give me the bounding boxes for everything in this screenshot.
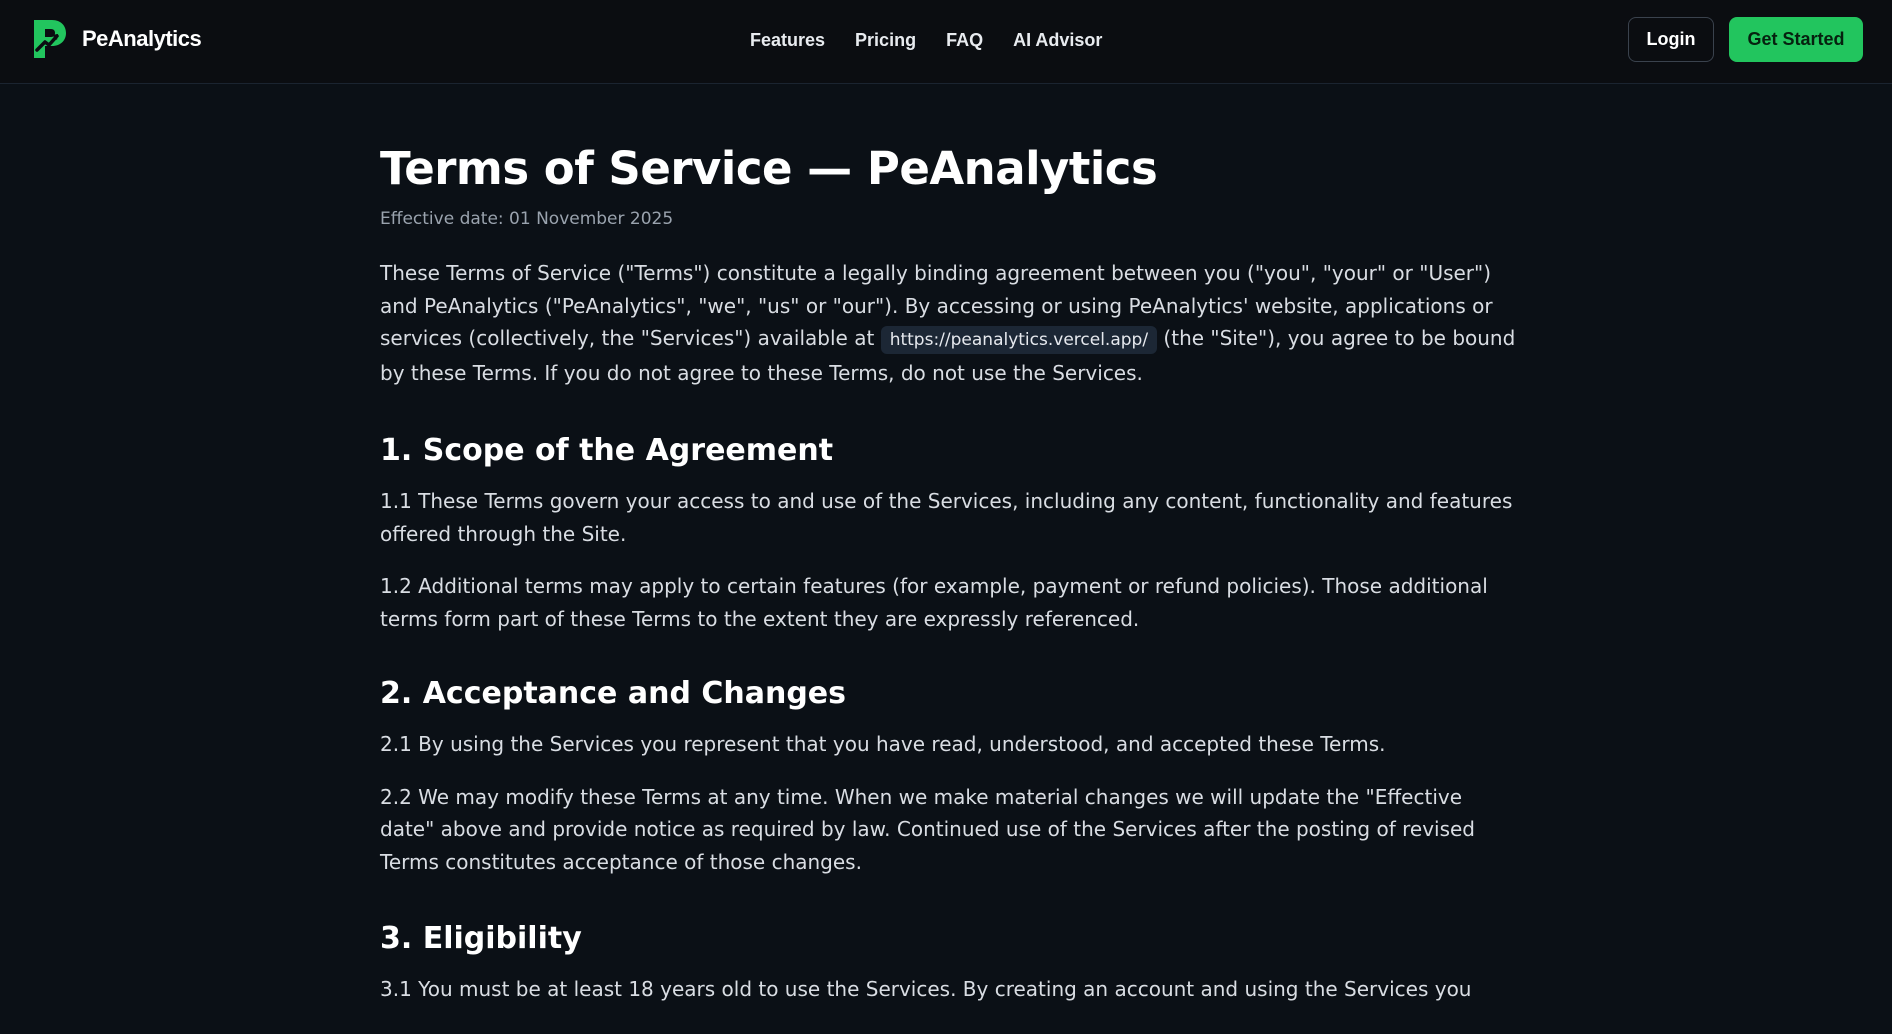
top-navbar xyxy=(0,0,1892,84)
intro-text-start: These Terms of Service ("Terms") constitute a legally binding agreement between you ("you", "your" or "User") and PeAnalytics ("PeAnalytics", "we", "us" or "our"). By accessing or using PeAnalytics' website, applications or services (collectively, the "Services") available at xyxy=(380,261,1493,350)
nav-link-features[interactable]: Features xyxy=(750,30,826,50)
intro-text-end: (the "Site"), you agree to be bound by these Terms. If you do not agree to these Terms, do not use the Services. xyxy=(380,326,1516,385)
effective-date: Effective date: 01 November 2025 xyxy=(380,209,674,229)
clause-2-1: 2.1 By using the Services you represent that you have read, understood, and accepted these Terms. xyxy=(380,732,1386,756)
brand-name: PeAnalytics xyxy=(82,26,202,51)
get-started-button[interactable]: Get Started xyxy=(1729,17,1863,62)
clause-3-1: 3.1 You must be at least 18 years old to use the Services. By creating an account and using the Services you xyxy=(380,977,1472,1001)
site-url: https://peanalytics.vercel.app/ xyxy=(881,326,1157,354)
intro-paragraph xyxy=(380,257,1520,389)
page-title: Terms of Service — PeAnalytics xyxy=(380,142,1158,195)
nav-link-ai-advisor[interactable]: AI Advisor xyxy=(1013,30,1103,50)
main-nav xyxy=(750,28,1102,52)
section-heading-acceptance: 2. Acceptance and Changes xyxy=(380,676,847,711)
section-heading-scope: 1. Scope of the Agreement xyxy=(380,433,834,468)
clause-1-1: 1.1 These Terms govern your access to and use of the Services, including any content, functionality and features offered through the Site. xyxy=(380,489,1513,546)
terms-content xyxy=(380,140,1520,1006)
brand-home-link[interactable] xyxy=(30,18,201,60)
nav-link-pricing[interactable]: Pricing xyxy=(855,30,917,50)
login-button[interactable]: Login xyxy=(1628,17,1714,62)
clause-1-2: 1.2 Additional terms may apply to certain features (for example, payment or refund policies). Those additional terms form part of these Terms to the extent they are expressly referenced. xyxy=(380,574,1488,631)
pe-logo-icon xyxy=(30,18,70,60)
nav-link-faq[interactable]: FAQ xyxy=(946,30,984,50)
section-heading-eligibility: 3. Eligibility xyxy=(380,921,582,956)
clause-2-2: 2.2 We may modify these Terms at any time. When we make material changes we will update the "Effective date" above and provide notice as required by law. Continued use of the Services after the posting of revised Terms constitutes acceptance of those changes. xyxy=(380,784,1475,874)
